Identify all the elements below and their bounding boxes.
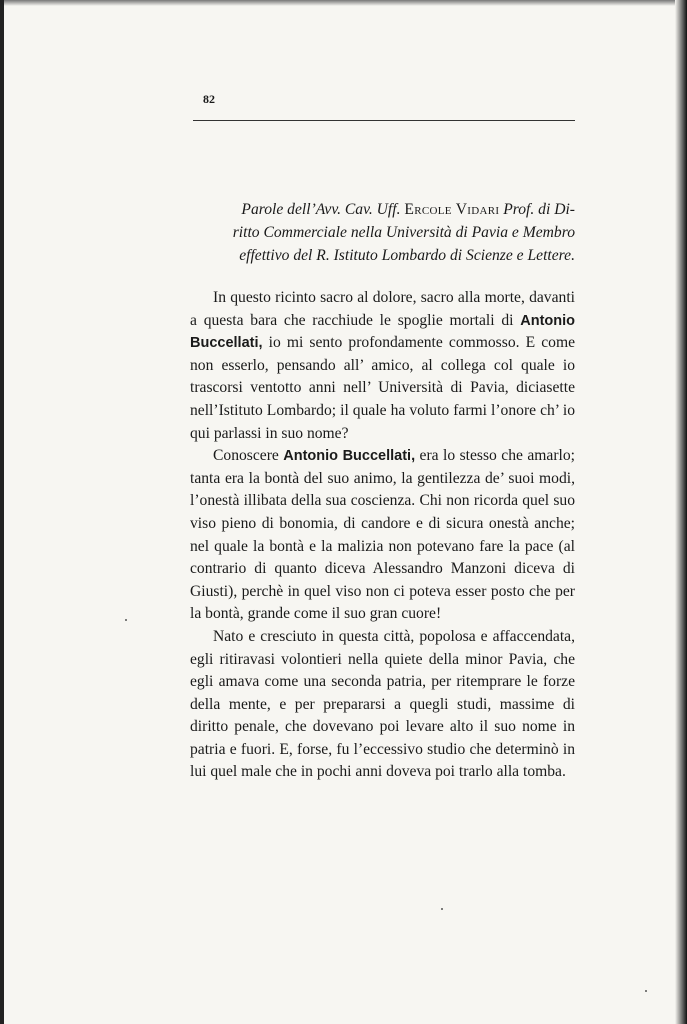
paragraph-3: Nato e cresciuto in questa città, popolosa e affaccendata, egli ritiravasi volontieri nella quiete della minor Pavia, che egli amava come una seconda patria, per ritemprare le forze della mente, e per prepararsi a quegli studi, massime di diritto penale, che dovevano poi levare alto il suo nome in patria e fuori. E, forse, fu l’eccessivo studio che determinò in lui quel male che in pochi anni doveva poi trarlo alla tomba. — [190, 627, 575, 781]
paragraph-1-text-b: io mi sento profondamente commosso. E come non esserlo, pensando all’ amico, al collega col quale io trascorsi ventotto anni nell’ Università di Pavia, diciasette nell’Istituto Lombardo; il quale ha voluto farmi l’onore ch’ io qui parlassi in suo nome? — [190, 334, 575, 442]
heading-author-name: Ercole Vidari — [404, 201, 500, 218]
paragraph-2-name: Antonio Buccellati, — [283, 448, 416, 465]
page-right-edge — [675, 0, 687, 1024]
page-left-edge — [0, 0, 4, 1024]
page-number: 82 — [203, 92, 215, 106]
heading-line-1 — [190, 198, 575, 221]
paper-speck — [441, 908, 443, 910]
heading-line-2: ritto Commerciale nella Università di Pavia e Membro — [232, 224, 575, 241]
paragraph-2 — [190, 445, 575, 626]
paper-speck — [645, 990, 647, 992]
header-rule — [193, 120, 575, 121]
paragraph-1 — [190, 287, 575, 445]
speech-heading — [190, 198, 575, 267]
page-top-edge — [0, 0, 687, 6]
paragraph-1-text-a: In questo ricinto sacro al dolore, sacro alla morte, davanti a questa bara che racchiude le spoglie mortali di — [190, 289, 575, 329]
paragraph-2-text-a: Conoscere — [213, 447, 284, 465]
speech-body — [190, 287, 575, 784]
paper-speck — [125, 619, 127, 621]
paragraph-2-text-b: era lo stesso che amarlo; tanta era la bontà del suo animo, la gentilezza de’ suoi modi, l’onestà illibata della sua coscienza. Chi non ricorda quel suo viso pieno di bonomia, di candore e di sicura onestà anche; nel quale la bontà e la malizia non potevano fare la pace (al contrario di quanto diceva Alessandro Manzoni diceva di Giusti), perchè in quel viso non ci poteva esser posto che per la bontà, grande come il suo gran cuore! — [190, 447, 575, 623]
heading-title-suffix: Prof. di Di- — [503, 201, 575, 218]
heading-line-3: effettivo del R. Istituto Lombardo di Scienze e Lettere. — [239, 247, 575, 264]
heading-title-prefix: Parole dell’Avv. Cav. Uff. — [241, 201, 401, 218]
paragraph-1-name: Antonio Buccellati, — [190, 312, 575, 352]
